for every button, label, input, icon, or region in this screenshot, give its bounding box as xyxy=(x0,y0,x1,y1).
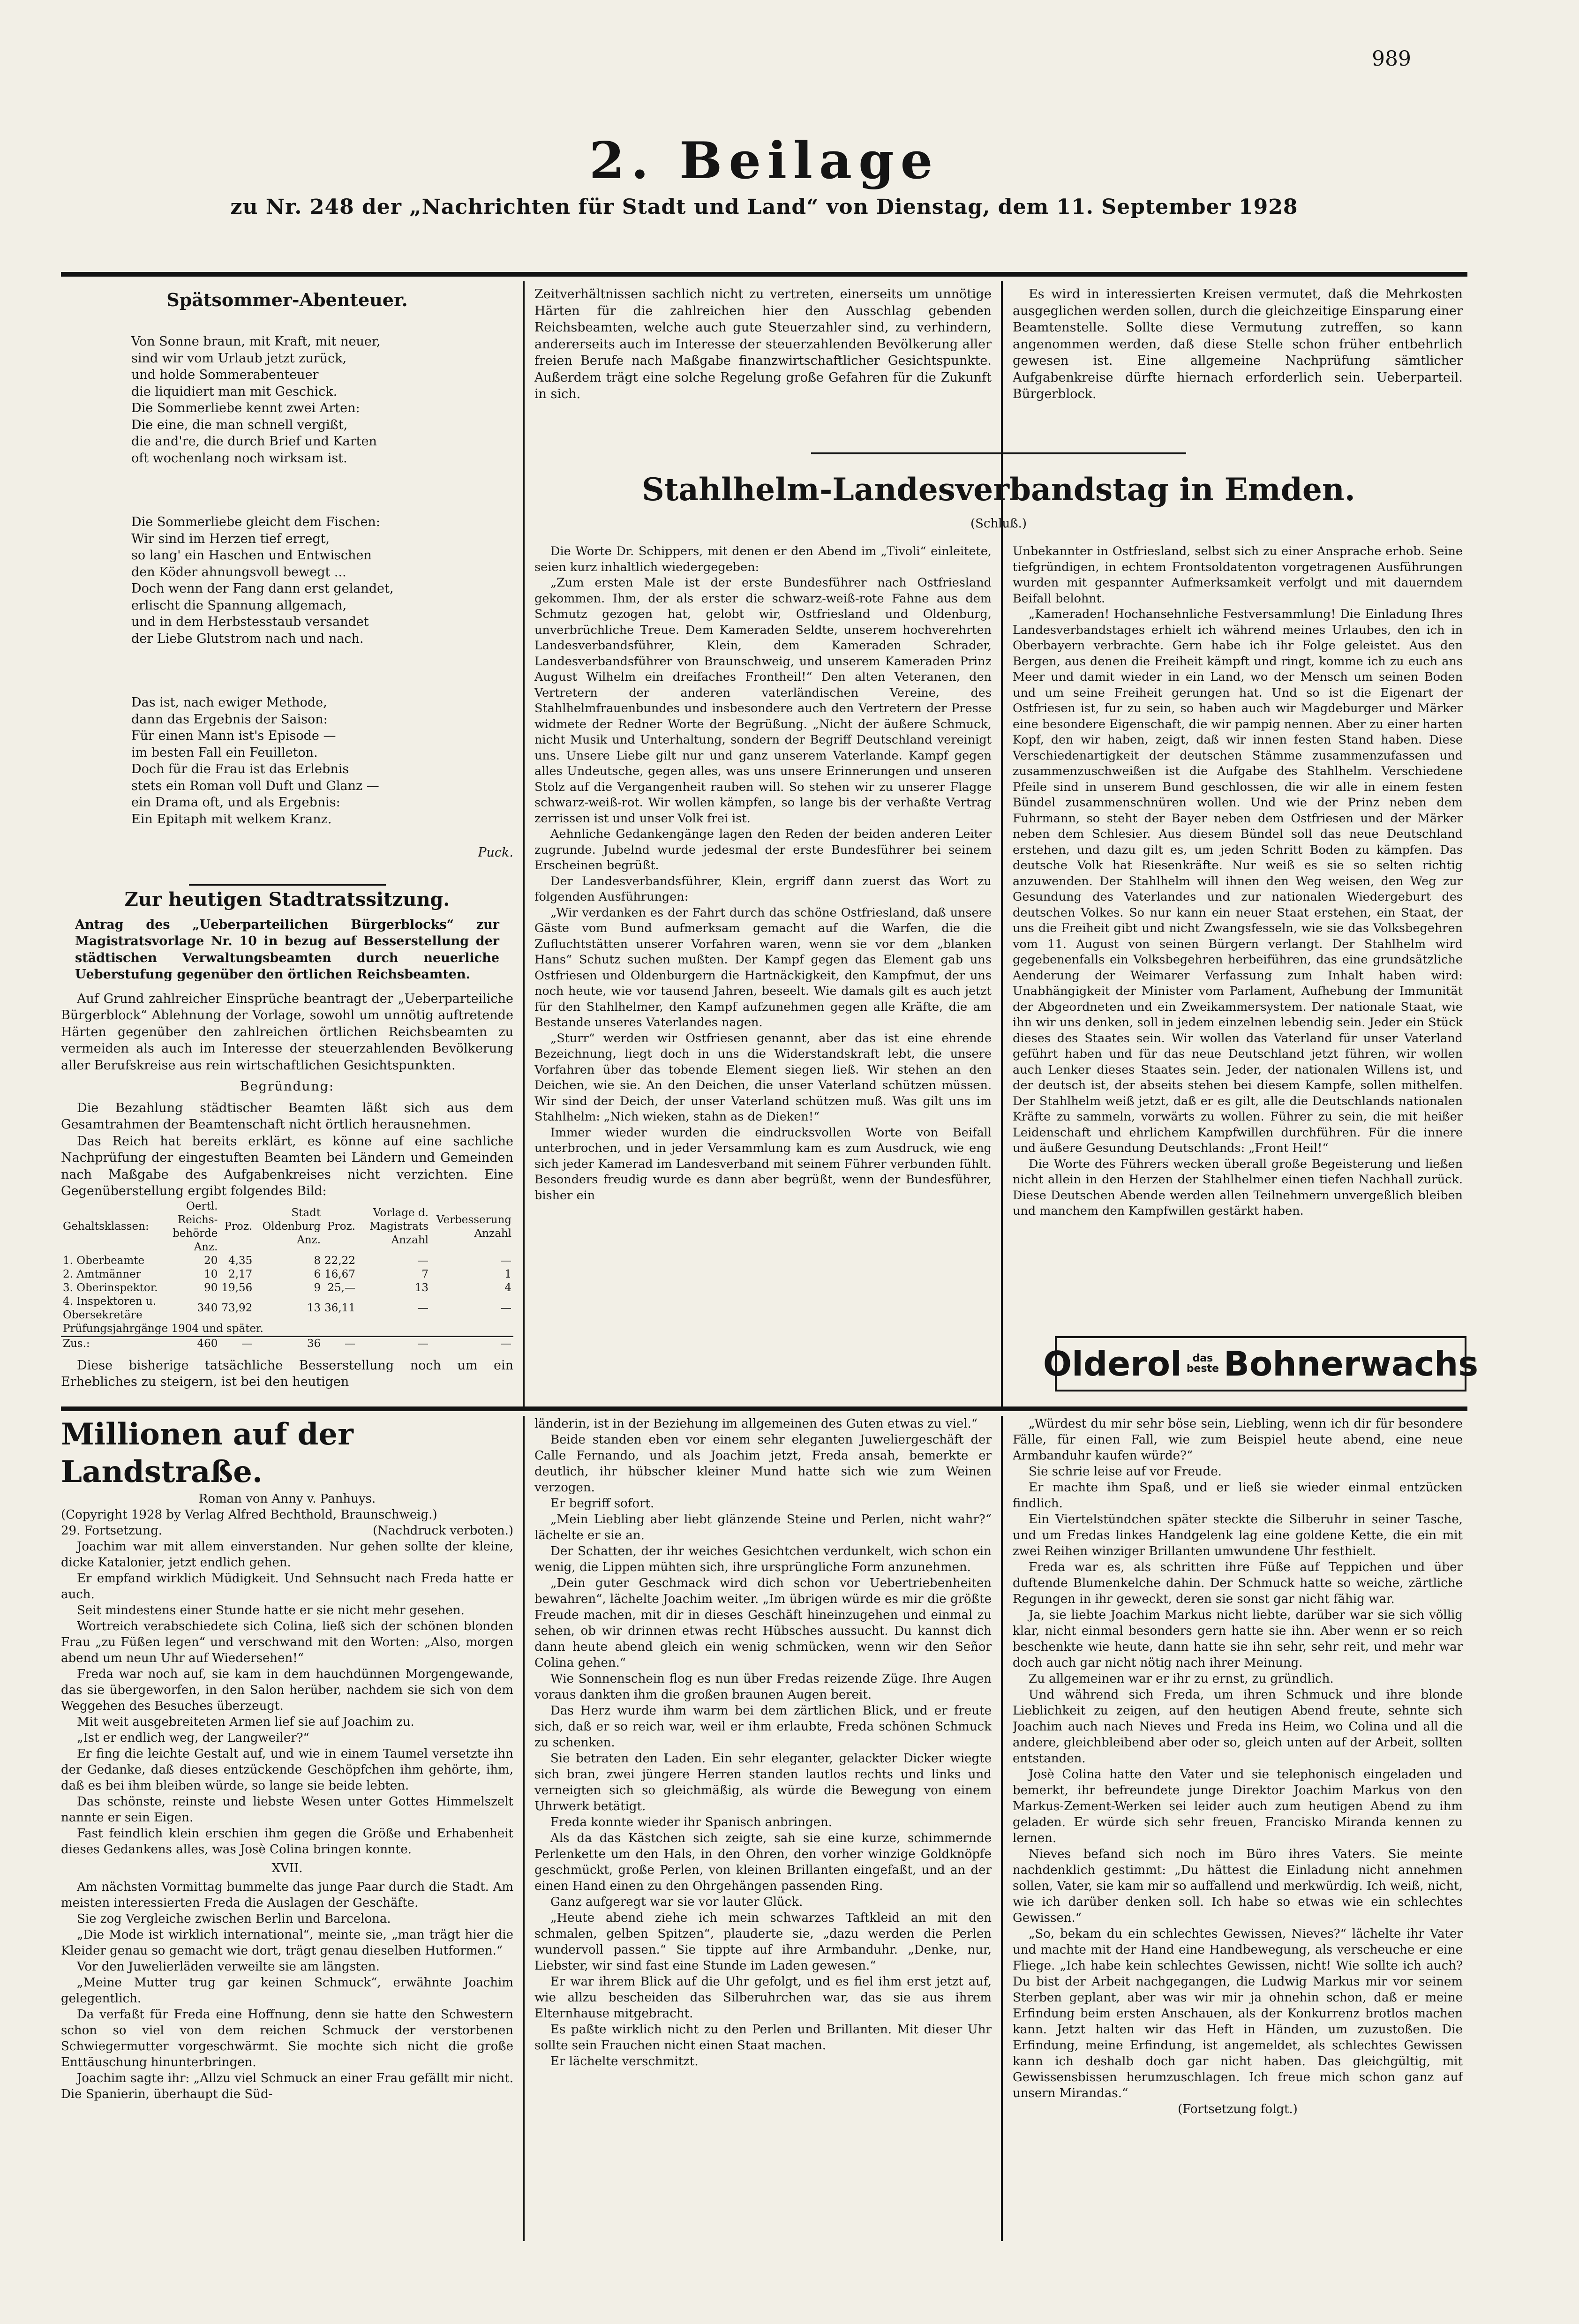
table-cell: 1 xyxy=(504,1268,511,1280)
stahlhelm-note-wrap xyxy=(534,516,1463,539)
paragraph: Am nächsten Vormittag bummelte das junge Paar durch die Stadt. Am meisten interessierten Freda die Auslagen der Geschäfte. xyxy=(61,1880,513,1910)
ad-small-text: das beste xyxy=(1186,1353,1219,1375)
paragraph: „Kameraden! Hochansehnliche Festversammlung! Die Einladung Ihres Landesverbandstages erhielt ich während meines Urlaubes, den ich in Oberbayern verbrachte. Gern habe ich ihr Folge geleistet. Aus den Bergen, aus denen die Freiheit kämpft und ringt, komme ich zu euch ans Meer und damit wieder in ein Land, wo der Mensch um seinen Boden und um seine Freiheit gerungen hat. Und so ist die Eigenart der Ostfriesen ist, fur zu sein, so haben auch wir Magdeburger und Märker eine besondere Eigenschaft, die wir pampig nennen. Aber zu einer harten Kopf, den wir haben, zeigt, daß wir innen festen Stand haben. Diese Verschiedenartigkeit der deutschen Stämme zusammenzufassen und zusammenzuschweißen ist die Aufgabe des Stahlhelm. Verschiedene Pfeile sind in unserem Bund geschlossen, die wir alle in einem festen Bündel zusammenschnüren wollen. Und wie der Prinz neben dem Fuhrmann, so steht der Bayer neben dem Ostfriesen und der Märker neben dem Schlesier. Aus diesem Bündel soll das neue Deutschland erstehen, und dazu gilt es, um jeden Schritt Boden zu kämpfen. Das deutsche Volk hat Riesenkräfte. Nur weiß es sie so selten richtig anzuwenden. Der Stahlhelm will ihnen den Weg weisen, den Weg zur Gesundung des Vaterlandes und zur nationalen Wiedergeburt des deutschen Volkes. So nur kann ein neuer Staat erstehen, ein Staat, der uns die Freiheit gibt und nicht Zwangsfesseln, wie sie das Volksbegehren vom 11. August von seinen Bürgern verlangt. Der Stahlhelm wird gegebenenfalls ein Volksbegehren herbeiführen, das eine grundsätzliche Aenderung der Weimarer Verfassung zum Inhalt haben wird: Unabhängigkeit der Minister vom Parlament, Aufhebung der Immunität der Abgeordneten und ein Zweikammersystem. Der nationale Staat, wie ihn wir uns denken, soll in jedem einzelnen lebendig sein. Jeder ein Stück dieses des Staates sein. Wir wollen das Vaterland für unser Vaterland geführt haben und für das neue Deutschland jetzt führen, wir wollen auch Lenker dieses Staates sein. Jeder, der nationalen Willens ist, und der deutsch ist, der abseits stehen bei diesem Kampfe, sollen mithelfen. Der Stahlhelm weiß jetzt, daß er es gilt, alle die Deutschlands nationalen Kräfte zu sammeln, vorwärts zu wollen. Führer zu sein, die mit heißer Leidenschaft und ehrlichem Kampfwillen durchführen. Für die innere und äußere Gesundung Deutschlands: „Front Heil!“ xyxy=(1013,607,1463,1155)
paragraph: Fast feindlich klein erschien ihm gegen die Größe und Erhabenheit dieses Gedankens alles, was Josè Colina bringen konnte. xyxy=(61,1827,513,1857)
roman-installment: 29. Fortsetzung. xyxy=(61,1524,163,1538)
table-row xyxy=(61,1295,513,1322)
paragraph: Aehnliche Gedankengänge lagen den Reden der beiden anderen Leiter zugrunde. Jubelnd wurde jedesmal der erste Bundesführer bei seinem Erscheinen begrüßt. xyxy=(534,827,992,872)
table-header: Verbesserung Anzahl xyxy=(436,1213,511,1240)
paragraph: Wie Sonnenschein flog es nun über Fredas reizende Züge. Ihre Augen voraus dankten ihm die großen braunen Augen bereit. xyxy=(534,1672,992,1702)
table-cell: 9 xyxy=(314,1281,321,1294)
table-row xyxy=(61,1254,513,1268)
table-cell: 10 xyxy=(204,1268,218,1280)
paragraph: Und während sich Freda, um ihren Schmuck und ihre blonde Lieblichkeit zu zeigen, auf den heutigen Abend freute, sehnte sich Joachim auch nach Nieves und Freda ins Heim, wo Colina und all die andere, gleichbleibend aber oder so, gleich unten auf der Arbeit, sollten entstanden. xyxy=(1013,1688,1463,1766)
table-cell: 20 xyxy=(204,1254,218,1267)
paragraph: Es wird in interessierten Kreisen vermutet, daß die Mehrkosten ausgeglichen werden sollen, durch die gleichzeitige Einsparung einer Beamtenstelle. Sollte diese Vermutung zutreffen, so kann angenommen werden, daß diese Stelle schon früher entbehrlich gewesen ist. Eine allgemeine Nachprüfung sämtlicher Aufgabenkreise dürfte hiernach erforderlich sein. Ueberparteil. Bürgerblock. xyxy=(1013,287,1463,401)
paragraph: Joachim sagte ihr: „Allzu viel Schmuck an einer Frau gefällt mir nicht. Die Spanierin, überhaupt die Süd- xyxy=(61,2071,513,2101)
table-cell: 6 xyxy=(314,1268,321,1280)
poem-author: Puck. xyxy=(478,845,513,860)
paragraph: Freda war es, als schritten ihre Füße auf Teppichen und über duftende Blumenkelche dahin. Der Schmuck hatte so weiche, zärtliche Regungen in ihr geweckt, deren sie sonst gar nicht fähig war. xyxy=(1013,1560,1463,1606)
paragraph: Vor den Juwelierläden verweilte sie am längsten. xyxy=(77,1960,380,1974)
poem-stanza: Das ist, nach ewiger Methode, dann das Ergebnis der Saison: Für einen Mann ist's Episode — im besten Fall ein Feuilleton. Doch für die Frau ist das Erlebnis stets ein Roman voll Duft und Glanz — ein Drama oft, und als Ergebnis: Ein Epitaph mit welkem Kranz. xyxy=(131,695,379,827)
table-header: Oertl. Reichs-behörde Anz. xyxy=(173,1200,218,1253)
column-rule xyxy=(523,281,525,1406)
masthead xyxy=(61,131,1467,219)
paragraph: Sie schrie leise auf vor Freude. xyxy=(1029,1465,1222,1479)
table-cell: — xyxy=(418,1254,429,1267)
paragraph: „Mein Liebling aber liebt glänzende Steine und Perlen, nicht wahr?“ lächelte er sie an. xyxy=(534,1512,992,1542)
table-header-row xyxy=(61,1200,513,1254)
stahlhelm-title: Stahlhelm-Landesverbandstag in Emden. xyxy=(642,471,1355,508)
masthead-title: 2. Beilage xyxy=(589,131,940,190)
table-cell: — xyxy=(501,1254,511,1267)
stadtrat-begruendung: Begründung: xyxy=(240,1079,335,1094)
paragraph: Mit weit ausgebreiteten Armen lief sie auf Joachim zu. xyxy=(77,1715,414,1729)
column-left-upper xyxy=(61,286,513,1402)
table-cell: — xyxy=(501,1302,511,1314)
table-cell: 2,17 xyxy=(228,1268,253,1280)
paragraph: „Zum ersten Male ist der erste Bundesführer nach Ostfriesland gekommen. Ihm, der als erster die schwarz-weiß-rote Fahne aus dem Schmutz gezogen hat, gelobt wir, Ostfriesland und Oldenburg, unverbrüchliche Treue. Dem Kameraden Seldte, unserem hochverehrten Landesverbandsführer, Klein, dem Kameraden Schrader, Landesverbandsführer von Braunschweig, und unserem Kameraden Prinz August Wilhelm ein dreifaches Frontheil!“ Den alten Veteranen, den Vertretern der anderen vaterländischen Vereine, des Stahlhelmfrauenbundes und insbesondere auch den Vertretern der Presse widmete der Redner Worte der Begrüßung. „Nicht der äußere Schmuck, nicht Musik und Unterhaltung, sondern der Begriff Deutschland vereinigt uns. Unsere Liebe gilt nur und ganz unserem Vaterlande. Kampf gegen alles Undeutsche, gegen alles, was uns unsere Erinnerungen und unseren Stolz auf die Vergangenheit rauben will. So stehen wir zu unserer Flagge schwarz-weiß-rot. Wir wollen kämpfen, so lange bis der verhaßte Vertrag zerrissen ist und unser Volk frei ist. xyxy=(534,576,992,826)
table-cell: 13 xyxy=(414,1281,429,1294)
table-header: Proz. xyxy=(224,1220,253,1233)
table-cell: — xyxy=(430,1336,513,1351)
table-row xyxy=(61,1281,513,1295)
paragraph: Der Landesverbandsführer, Klein, ergriff dann zuerst das Wort zu folgenden Ausführungen: xyxy=(534,874,992,904)
table-sum-row xyxy=(61,1336,513,1351)
table-cell: Zus.: xyxy=(61,1336,160,1351)
table-cell: 36 xyxy=(254,1336,323,1351)
stadtrat-lead: Antrag des „Ueberparteilichen Bürgerblocks“ zur Magistratsvorlage Nr. 10 in bezug auf Besserstellung der städtischen Verwaltungsbeamten durch neuerliche Ueberstufung gegenüber den örtlichen Reichsbeamten. xyxy=(75,917,499,982)
paragraph: „Die Mode ist wirklich international“, meinte sie, „man trägt hier die Kleider genau so gemacht wie dort, trägt genau dieselben Hutformen.“ xyxy=(61,1928,513,1958)
roman-copyright: (Copyright 1928 by Verlag Alfred Bechthold, Braunschweig.) xyxy=(61,1508,437,1522)
table-cell: 3. Oberinspektor. xyxy=(63,1281,158,1294)
paragraph: Sie betraten den Laden. Ein sehr eleganter, gelackter Dicker wiegte sich bran, zwei jüngere Herren standen lautlos rechts und links und verneigten sich so gleichmäßig, als würde die Bewegung von einem Uhrwerk betätigt. xyxy=(534,1752,992,1813)
section-rule xyxy=(61,1406,1467,1411)
paragraph: „Dein guter Geschmack wird dich schon vor Uebertriebenheiten bewahren“, lächelte Joachim weiter. „Im übrigen würde es mir die größte Freude machen, mit dir in dieses Geschäft hineinzugehen und einmal zu sehen, ob wir drinnen etwas recht Hübsches aussucht. Du kannst dich dann heute abend gleich ein wenig schmücken, wenn wir den Señor Colina gehen.“ xyxy=(534,1576,992,1670)
table-cell: — xyxy=(418,1302,429,1314)
paragraph: Er empfand wirklich Müdigkeit. Und Sehnsucht nach Freda hatte er auch. xyxy=(61,1572,513,1602)
table-cell: 25,— xyxy=(327,1281,355,1294)
ad-product: Bohnerwachs xyxy=(1224,1344,1479,1384)
paragraph: Joachim war mit allem einverstanden. Nur gehen sollte der kleine, dicke Katalonier, jetzt endlich gehen. xyxy=(61,1540,513,1570)
chapter-number: XVII. xyxy=(271,1861,303,1875)
column-rule xyxy=(1001,1416,1003,2241)
table-cell: Prüfungsjahrgänge 1904 und später. xyxy=(63,1322,263,1335)
paragraph: „Wir verdanken es der Fahrt durch das schöne Ostfriesland, daß unsere Gäste vom Bund aufmerksam gemacht auf die Warfen, die die Zufluchtstätten unserer Vorfahren waren, wenn sie vor dem „blanken Hans“ Schutz suchen mußten. Der Kampf gegen das Element gab uns Ostfriesen und Oldenburgern die Hartnäckigkeit, den Kampfmut, der uns noch heute, wie vor tausend Jahren, beseelt. Wie damals gilt es auch jetzt für den Stahlhelmer, den Kampf aufzunehmen gegen alle Kräfte, die am Bestande unseres Vaterlandes nagen. xyxy=(534,905,992,1030)
fortsetzung-note: (Fortsetzung folgt.) xyxy=(1178,2102,1298,2116)
table-cell: 90 xyxy=(204,1281,218,1294)
divider xyxy=(811,452,1186,454)
paragraph: Diese bisherige tatsächliche Besserstellung noch um ein Erhebliches zu steigern, ist bei den heutigen xyxy=(61,1358,513,1389)
roman-meta xyxy=(61,1523,513,1539)
roman-column-b xyxy=(534,1416,992,2241)
column-middle-top xyxy=(534,286,992,441)
paragraph: Es paßte wirklich nicht zu den Perlen und Brillanten. Mit dieser Uhr sollte sein Frauchen nicht einen Staat machen. xyxy=(534,2023,992,2053)
paragraph: Freda konnte wieder ihr Spanisch anbringen. xyxy=(550,1815,833,1829)
table-row xyxy=(61,1268,513,1281)
masthead-subtitle: zu Nr. 248 der „Nachrichten für Stadt und Land“ von Dienstag, dem 11. September 1928 xyxy=(230,195,1298,219)
paragraph: Josè Colina hatte den Vater und sie telephonisch eingeladen und bemerkt, ihr befreundete junge Direktor Joachim Markus von den Markus-Zement-Werken sei leider auch zum heutigen Abend zu ihm geladen. Er würde sich sehr freuen, Francisko Miranda kennen zu lernen. xyxy=(1013,1767,1463,1845)
table-cell: 1. Oberbeamte xyxy=(63,1254,145,1267)
poem xyxy=(61,317,513,844)
table-cell: 36,11 xyxy=(324,1302,355,1314)
paragraph: Das Reich hat bereits erklärt, es könne auf eine sachliche Nachprüfung der eingestuften Beamten bei Ländern und Gemeinden nach Maßgabe des Aufgabenkreises nicht verzichten. Eine Gegenüberstellung ergibt folgendes Bild: xyxy=(61,1134,513,1198)
paragraph: Ganz aufgeregt war sie vor lauter Glück. xyxy=(550,1895,803,1909)
divider xyxy=(189,884,386,886)
paragraph: Immer wieder wurden die eindrucksvollen Worte von Beifall unterbrochen, und in jeder Versammlung kam es zum Ausdruck, wie eng sich jeder Kamerad im Landesverband mit seinem Führer verbunden fühlt. Besonders freudig wurde es dann aber begrüßt, wenn der Bundesführer, bisher ein xyxy=(534,1125,992,1203)
paragraph: Er begriff sofort. xyxy=(550,1497,654,1511)
bohnerwachs-ad xyxy=(1043,1336,1479,1391)
paragraph: Beide standen eben vor einem sehr eleganten Juweliergeschäft der Calle Fernando, und als Joachim jetzt, Freda ansah, bemerkte er deutlich, ihr hübscher kleiner Mund hatte sich wie zum Weinen verzogen. xyxy=(534,1433,992,1495)
paragraph: Er fing die leichte Gestalt auf, und wie in einem Taumel versetzte ihn der Gedanke, daß dieses entzückende Geschöpfchen ihm gehörte, ihm, daß es bei ihm bleiben würde, so lange sie beide lebten. xyxy=(61,1747,513,1793)
roman-column-c xyxy=(1013,1416,1463,2241)
table-cell: 4,35 xyxy=(228,1254,253,1267)
paragraph: Da verfaßt für Freda eine Hoffnung, denn sie hatte den Schwestern schon so viel von dem reichen Schmuck der verstorbenen Schwiegermutter vorgeschwärmt. Sie mochte sich nicht die große Enttäuschung hinunterbringen. xyxy=(61,2008,513,2069)
table-cell: 2. Amtmänner xyxy=(63,1268,141,1280)
stahlhelm-column-a xyxy=(534,544,992,1388)
paragraph: Auf Grund zahlreicher Einsprüche beantragt der „Ueberparteiliche Bürgerblock“ Ablehnung der Vorlage, sowohl um unnötig auftretende Härten gegenüber den zahlreichen örtlichen Reichsbeamten zu vermeiden als auch im Interesse der steuerzahlenden Bevölkerung aller Berufskreise aus rein wirtschaftlichen Gesichtspunkten. xyxy=(61,991,513,1073)
table-cell: 460 xyxy=(160,1336,220,1351)
paragraph: Das schönste, reinste und liebste Wesen unter Gottes Himmelszelt nannte er sein Eigen. xyxy=(61,1795,513,1825)
paragraph: länderin, ist in der Beziehung im allgemeinen des Guten etwas zu viel.“ xyxy=(534,1417,978,1431)
paragraph: Das Herz wurde ihm warm bei dem zärtlichen Blick, und er freute sich, daß er so reich war, weil er ihm erlaubte, Freda schönen Schmuck zu schenken. xyxy=(534,1704,992,1750)
column-rule xyxy=(1001,281,1003,1406)
table-cell: 13 xyxy=(307,1302,321,1314)
roman-title: Millionen auf der Landstraße. xyxy=(61,1417,353,1489)
table-cell: 16,67 xyxy=(324,1268,355,1280)
column-rule xyxy=(523,1416,525,2241)
paragraph: „Meine Mutter trug gar keinen Schmuck“, erwähnte Joachim gelegentlich. xyxy=(61,1976,513,2006)
table-cell: 4 xyxy=(504,1281,511,1294)
paragraph: „Würdest du mir sehr böse sein, Liebling, wenn ich dir für besondere Fälle, für einen Fall, wie zum Beispiel heute abend, eine neue Armbanduhr kaufen würde?“ xyxy=(1013,1417,1463,1463)
paragraph: Die Worte Dr. Schippers, mit denen er den Abend im „Tivoli“ einleitete, seien kurz inhaltlich wiedergegeben: xyxy=(534,544,992,574)
table-cell: 7 xyxy=(421,1268,429,1280)
table-cell: — xyxy=(323,1336,357,1351)
table-cell: 8 xyxy=(314,1254,321,1267)
poem-title: Spätsommer-Abenteuer. xyxy=(166,289,408,310)
page-number: 989 xyxy=(1372,47,1411,71)
paragraph: Er machte ihm Spaß, und er ließ sie wieder einmal entzücken findlich. xyxy=(1013,1481,1463,1511)
roman-byline: Roman von Anny v. Panhuys. xyxy=(198,1492,376,1506)
paragraph: Er lächelte verschmitzt. xyxy=(550,2054,699,2068)
paragraph: Ein Viertelstündchen später steckte die Silberuhr in seiner Tasche, und um Fredas linkes Handgelenk lag eine goldene Kette, die ein mit zwei Reihen winziger Brillanten umwundene Uhr festhielt. xyxy=(1013,1512,1463,1558)
table-cell: 4. Inspektoren u. Obersekretäre xyxy=(63,1295,157,1321)
paragraph: Er war ihrem Blick auf die Uhr gefolgt, und es fiel ihm erst jetzt auf, wie allzu bescheiden das Silberuhrchen war, das sie aus ihrem Elternhause mitgebracht. xyxy=(534,1975,992,2021)
paragraph: Sie zog Vergleiche zwischen Berlin und Barcelona. xyxy=(77,1912,391,1926)
table-cell: — xyxy=(357,1336,430,1351)
table-cell: 22,22 xyxy=(324,1254,355,1267)
paragraph: Seit mindestens einer Stunde hatte er sie nicht mehr gesehen. xyxy=(77,1603,465,1617)
paragraph: Zeitverhältnissen sachlich nicht zu vertreten, einerseits um unnötige Härten für die zahlreichen hier den Ausschlag gebenden Reichsbeamten, welche auch gute Steuerzahler sind, zu verhindern, andererseits auch im Interesse der steuerzahlenden Bevölkerung aller freien Berufe nach Maßgabe finanzwirtschaftlicher Gesichtspunkte. Außerdem trägt eine solche Regelung große Gefahren für die Zukunft in sich. xyxy=(534,287,992,401)
ad-brand: Olderol xyxy=(1043,1344,1182,1384)
table-cell: 73,92 xyxy=(221,1302,253,1314)
stat-table xyxy=(61,1200,513,1351)
roman-nachdruck: (Nachdruck verboten.) xyxy=(373,1524,513,1538)
table-cell: 19,56 xyxy=(221,1281,253,1294)
stahlhelm-note: (Schluß.) xyxy=(970,517,1027,531)
paragraph: Der Schatten, der ihr weiches Gesichtchen verdunkelt, wich schon ein wenig, die Lippen mühten sich, ihre ursprüngliche Form anzunehmen. xyxy=(534,1544,992,1574)
masthead-rule xyxy=(61,272,1467,277)
paragraph: Die Bezahlung städtischer Beamten läßt sich aus dem Gesamtrahmen der Beamtenschaft nicht örtlich herausnehmen. xyxy=(61,1100,513,1132)
table-header: Stadt Oldenburg Anz. xyxy=(262,1207,321,1246)
newspaper-page xyxy=(61,28,1479,2293)
paragraph: Freda war noch auf, sie kam in dem hauchdünnen Morgengewande, das sie übergeworfen, in den Salon herüber, nachdem sie sich von dem Weggehen des Besuches überzeugt. xyxy=(61,1667,513,1713)
table-header: Gehaltsklassen: xyxy=(63,1220,149,1233)
table-header: Proz. xyxy=(327,1220,355,1233)
column-right-top xyxy=(1013,286,1463,441)
stahlhelm-column-b xyxy=(1013,544,1463,1317)
paragraph: „Ist er endlich weg, der Langweiler?“ xyxy=(77,1731,309,1745)
paragraph: Unbekannter in Ostfriesland, selbst sich zu einer Ansprache erhob. Seine tiefgründigen, in echtem Frontsoldatenton vorgetragenen Ausführungen wurden mit gespannter Aufmerksamkeit verfolgt und mit dauerndem Beifall belohnt. xyxy=(1013,544,1463,606)
table-header: Vorlage d. Magistrats Anzahl xyxy=(369,1207,429,1246)
paragraph: Ja, sie liebte Joachim Markus nicht liebte, darüber war sie sich völlig klar, nicht einmal besonders gern hatte sie ihn. Aber wenn er so reich beschenkte wie heute, dann hatte sie ihn sehr, sehr reit, und mehr war doch auch gar nicht nötig nach ihrer Meinung. xyxy=(1013,1608,1463,1670)
paragraph: Als da das Kästchen sich zeigte, sah sie eine kurze, schimmernde Perlenkette um den Hals, in den Ohren, den vorher winzige Goldknöpfe geschmückt, große Perlen, von kleinen Brillanten eingefaßt, und an der einen Hand einen zu den Ohrgehängen passenden Ring. xyxy=(534,1831,992,1893)
table-cell: 340 xyxy=(197,1302,218,1314)
paragraph: „Heute abend ziehe ich mein schwarzes Taftkleid an mit den schmalen, gelben Spitzen“, plauderte sie, „dazu werden die Perlen wundervoll passen.“ Sie tippte auf ihre Armbanduhr. „Denke, nur, Liebster, wir sind fast eine Stunde im Laden gewesen.“ xyxy=(534,1911,992,1973)
paragraph: „So, bekam du ein schlechtes Gewissen, Nieves?“ lächelte ihr Vater und machte mit der Hand eine Handbewegung, als verscheuche er eine Fliege. „Ich habe kein schlechtes Gewissen, nicht! Wie sollte ich auch? Du bist der Arbeit nachgegangen, die Ludwig Markus mir vor seinem Sterben geplant, aber was wir mir ja ohnehin schon, daß er meine Erfindung beim ersten Anschauen, als der Konkurrenz brotlos machen kann. Jetzt halten wir das Heft in Händen, um zuzustoßen. Die Erfindung, meine Erfindung, ist angemeldet, als schlechtes Gewissen kann ich deshalb doch gar nicht haben. Das gleichgültig, mit Gewissensbissen herumzuschlagen. Ich freue mich schon ganz auf unsern Mirandas.“ xyxy=(1013,1927,1463,2100)
roman-column-a xyxy=(61,1416,513,2241)
paragraph: „Sturr“ werden wir Ostfriesen genannt, aber das ist eine ehrende Bezeichnung, liegt doch in uns die Widerstandskraft lebt, die unsere Vorfahren über das tobende Element siegen ließ. Wir stehen an den Deichen, wie sie. An den Deichen, die unser Vaterland schützen müssen. Wir sind der Deich, der unser Vaterland schützen muß. Was gilt uns im Stahlhelm: „Nich wieken, stahn as de Dieken!“ xyxy=(534,1031,992,1124)
table-row xyxy=(61,1322,513,1337)
paragraph: Nieves befand sich noch im Büro ihres Vaters. Sie meinte nachdenklich gestimmt: „Du hättest die Einladung nicht annehmen sollen, Vater, sie kam mir so auffallend und merkwürdig. Ich weiß, nicht, wie ich darüber denken soll. Ich habe so etwas wie ein schlechtes Gewissen.“ xyxy=(1013,1847,1463,1925)
paragraph: Zu allgemeinen war er ihr zu ernst, zu gründlich. xyxy=(1029,1672,1334,1686)
paragraph: Wortreich verabschiedete sich Colina, ließ sich der schönen blonden Frau „zu Füßen legen“ und verschwand mit den Worten: „Also, morgen abend um neun Uhr auf Wiedersehen!“ xyxy=(61,1619,513,1665)
poem-stanza: Die Sommerliebe gleicht dem Fischen: Wir sind im Herzen tief erregt, so lang' ein Haschen und Entwischen den Köder ahnungsvoll bewegt ... Doch wenn der Fang dann erst gelandet, erlischt die Spannung allgemach, und in dem Herbstesstaub versandet der Liebe Glutstrom nach und nach. xyxy=(131,515,394,646)
paragraph: Die Worte des Führers wecken überall große Begeisterung und ließen nicht allein in den Herzen der Stahlhelmer einen tiefen Nachhall zurück. Diese Deutschen Abende werden allen Teilnehmern unvergeßlich bleiben und manchem den Kampfwillen gestärkt haben. xyxy=(1013,1157,1463,1218)
stadtrat-title: Zur heutigen Stadtratssitzung. xyxy=(124,888,450,910)
table-cell: — xyxy=(219,1336,254,1351)
poem-stanza: Von Sonne braun, mit Kraft, mit neuer, sind wir vom Urlaub jetzt zurück, und holde Sommerabenteuer die liquidiert man mit Geschick. Die Sommerliebe kennt zwei Arten: Die eine, die man schnell vergißt, die and're, die durch Brief und Karten oft wochenlang noch wirksam ist. xyxy=(131,334,381,466)
